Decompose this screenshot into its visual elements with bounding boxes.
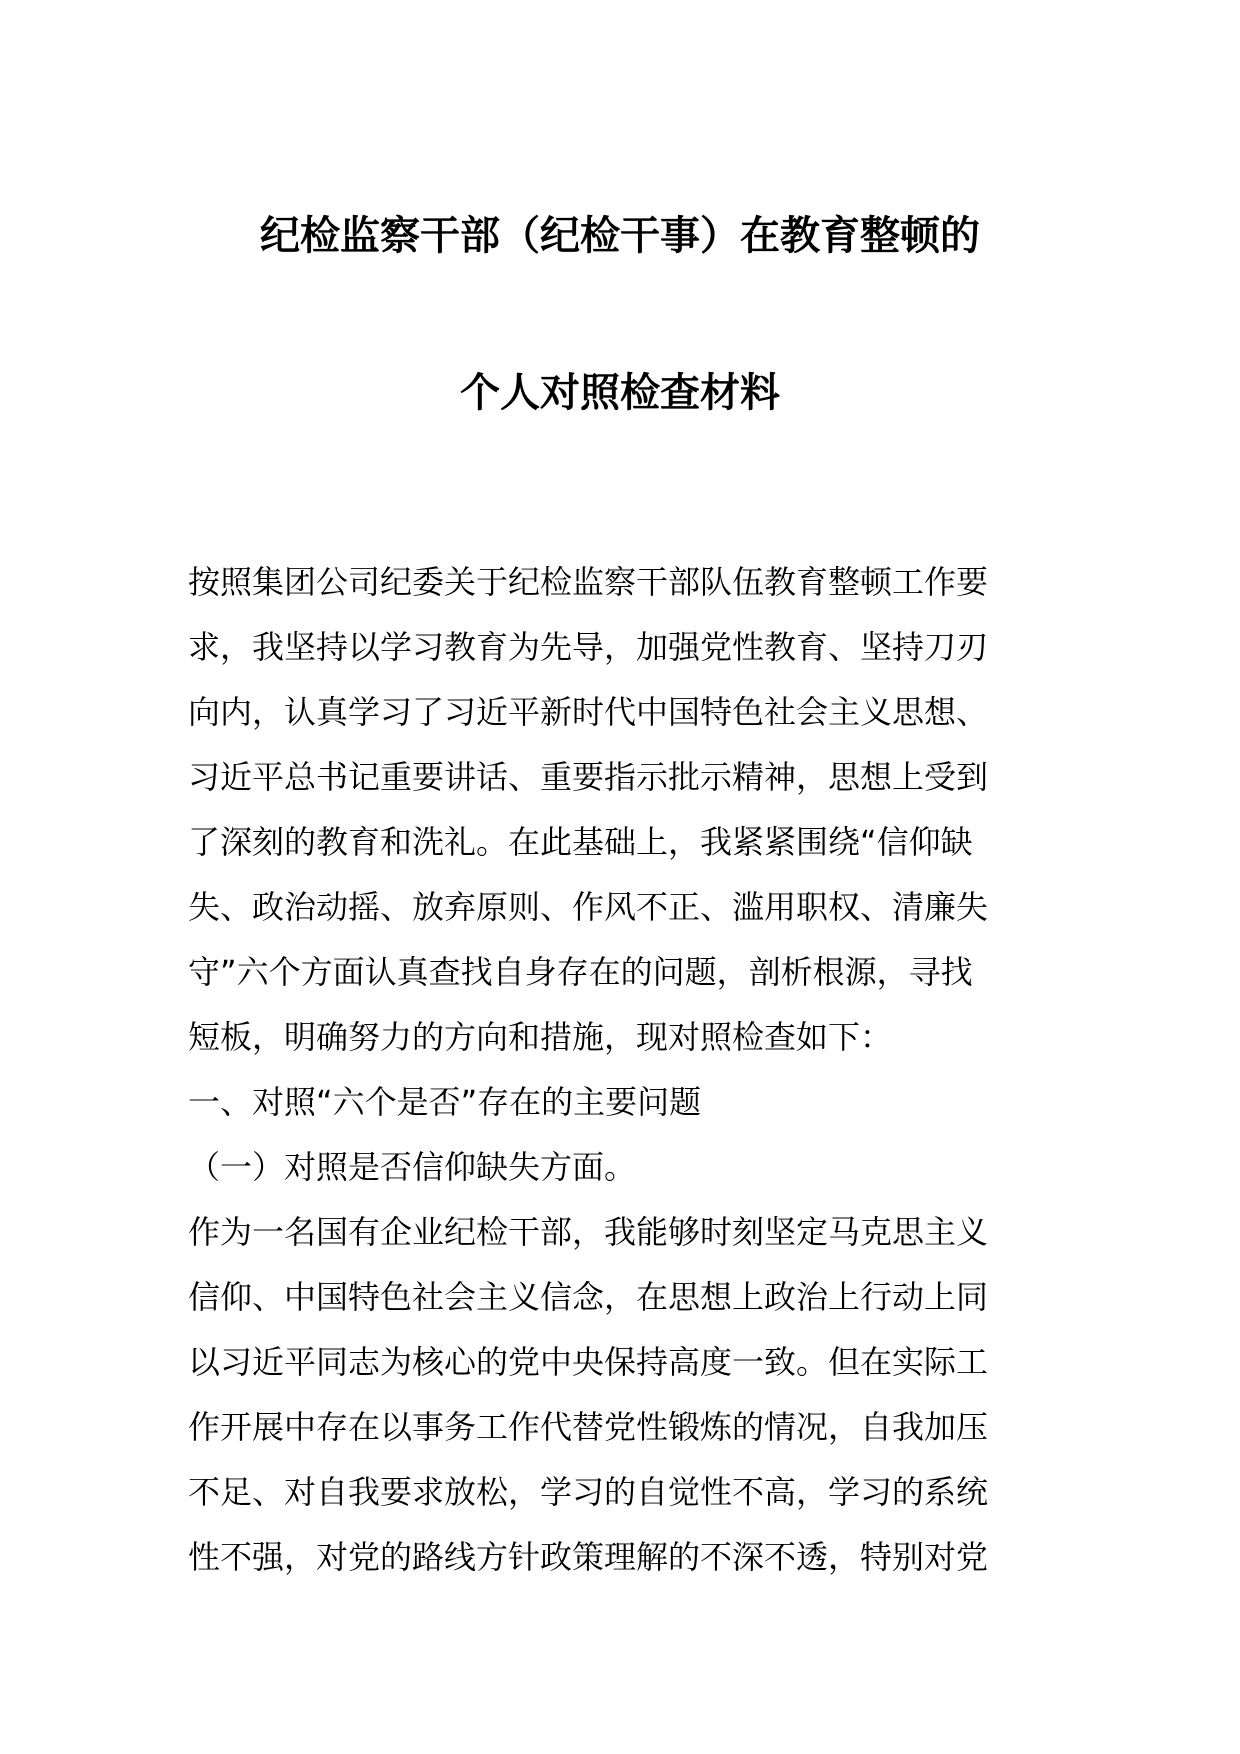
intro-paragraph-line: 了深刻的教育和洗礼。在此基础上，我紧紧围绕“信仰缺 — [188, 823, 973, 861]
intro-paragraph-line: 失、政治动摇、放弃原则、作风不正、滥用职权、清廉失 — [188, 888, 989, 926]
section-paragraph-line: 性不强，对党的路线方针政策理解的不深不透，特别对党 — [188, 1538, 989, 1576]
section-heading-1: 一、对照“六个是否”存在的主要问题 — [188, 1083, 702, 1121]
section-paragraph-line: 信仰、中国特色社会主义信念，在思想上政治上行动上同 — [188, 1278, 989, 1316]
section-paragraph-line: 以习近平同志为核心的党中央保持高度一致。但在实际工 — [188, 1343, 989, 1381]
subsection-heading-1: （一）对照是否信仰缺失方面。 — [188, 1148, 637, 1186]
intro-paragraph-line: 向内，认真学习了习近平新时代中国特色社会主义思想、 — [188, 693, 989, 731]
intro-paragraph-line: 求，我坚持以学习教育为先导，加强党性教育、坚持刀刃 — [188, 628, 989, 666]
intro-paragraph-line: 守”六个方面认真查找自身存在的问题，剖析根源，寻找 — [188, 953, 973, 991]
document-body — [188, 550, 1068, 1590]
intro-paragraph-line: 按照集团公司纪委关于纪检监察干部队伍教育整顿工作要 — [188, 563, 989, 601]
intro-paragraph-line: 短板，明确努力的方向和措施，现对照检查如下： — [188, 1018, 893, 1056]
document-title-line-1: 纪检监察干部（纪检干事）在教育整顿的 — [260, 213, 980, 259]
section-paragraph-line: 作为一名国有企业纪检干部，我能够时刻坚定马克思主义 — [188, 1213, 989, 1251]
intro-paragraph-line: 习近平总书记重要讲话、重要指示批示精神，思想上受到 — [188, 758, 989, 796]
section-paragraph-line: 作开展中存在以事务工作代替党性锻炼的情况，自我加压 — [188, 1408, 989, 1446]
section-paragraph-line: 不足、对自我要求放松，学习的自觉性不高，学习的系统 — [188, 1473, 989, 1511]
document-title-line-2: 个人对照检查材料 — [460, 370, 780, 416]
